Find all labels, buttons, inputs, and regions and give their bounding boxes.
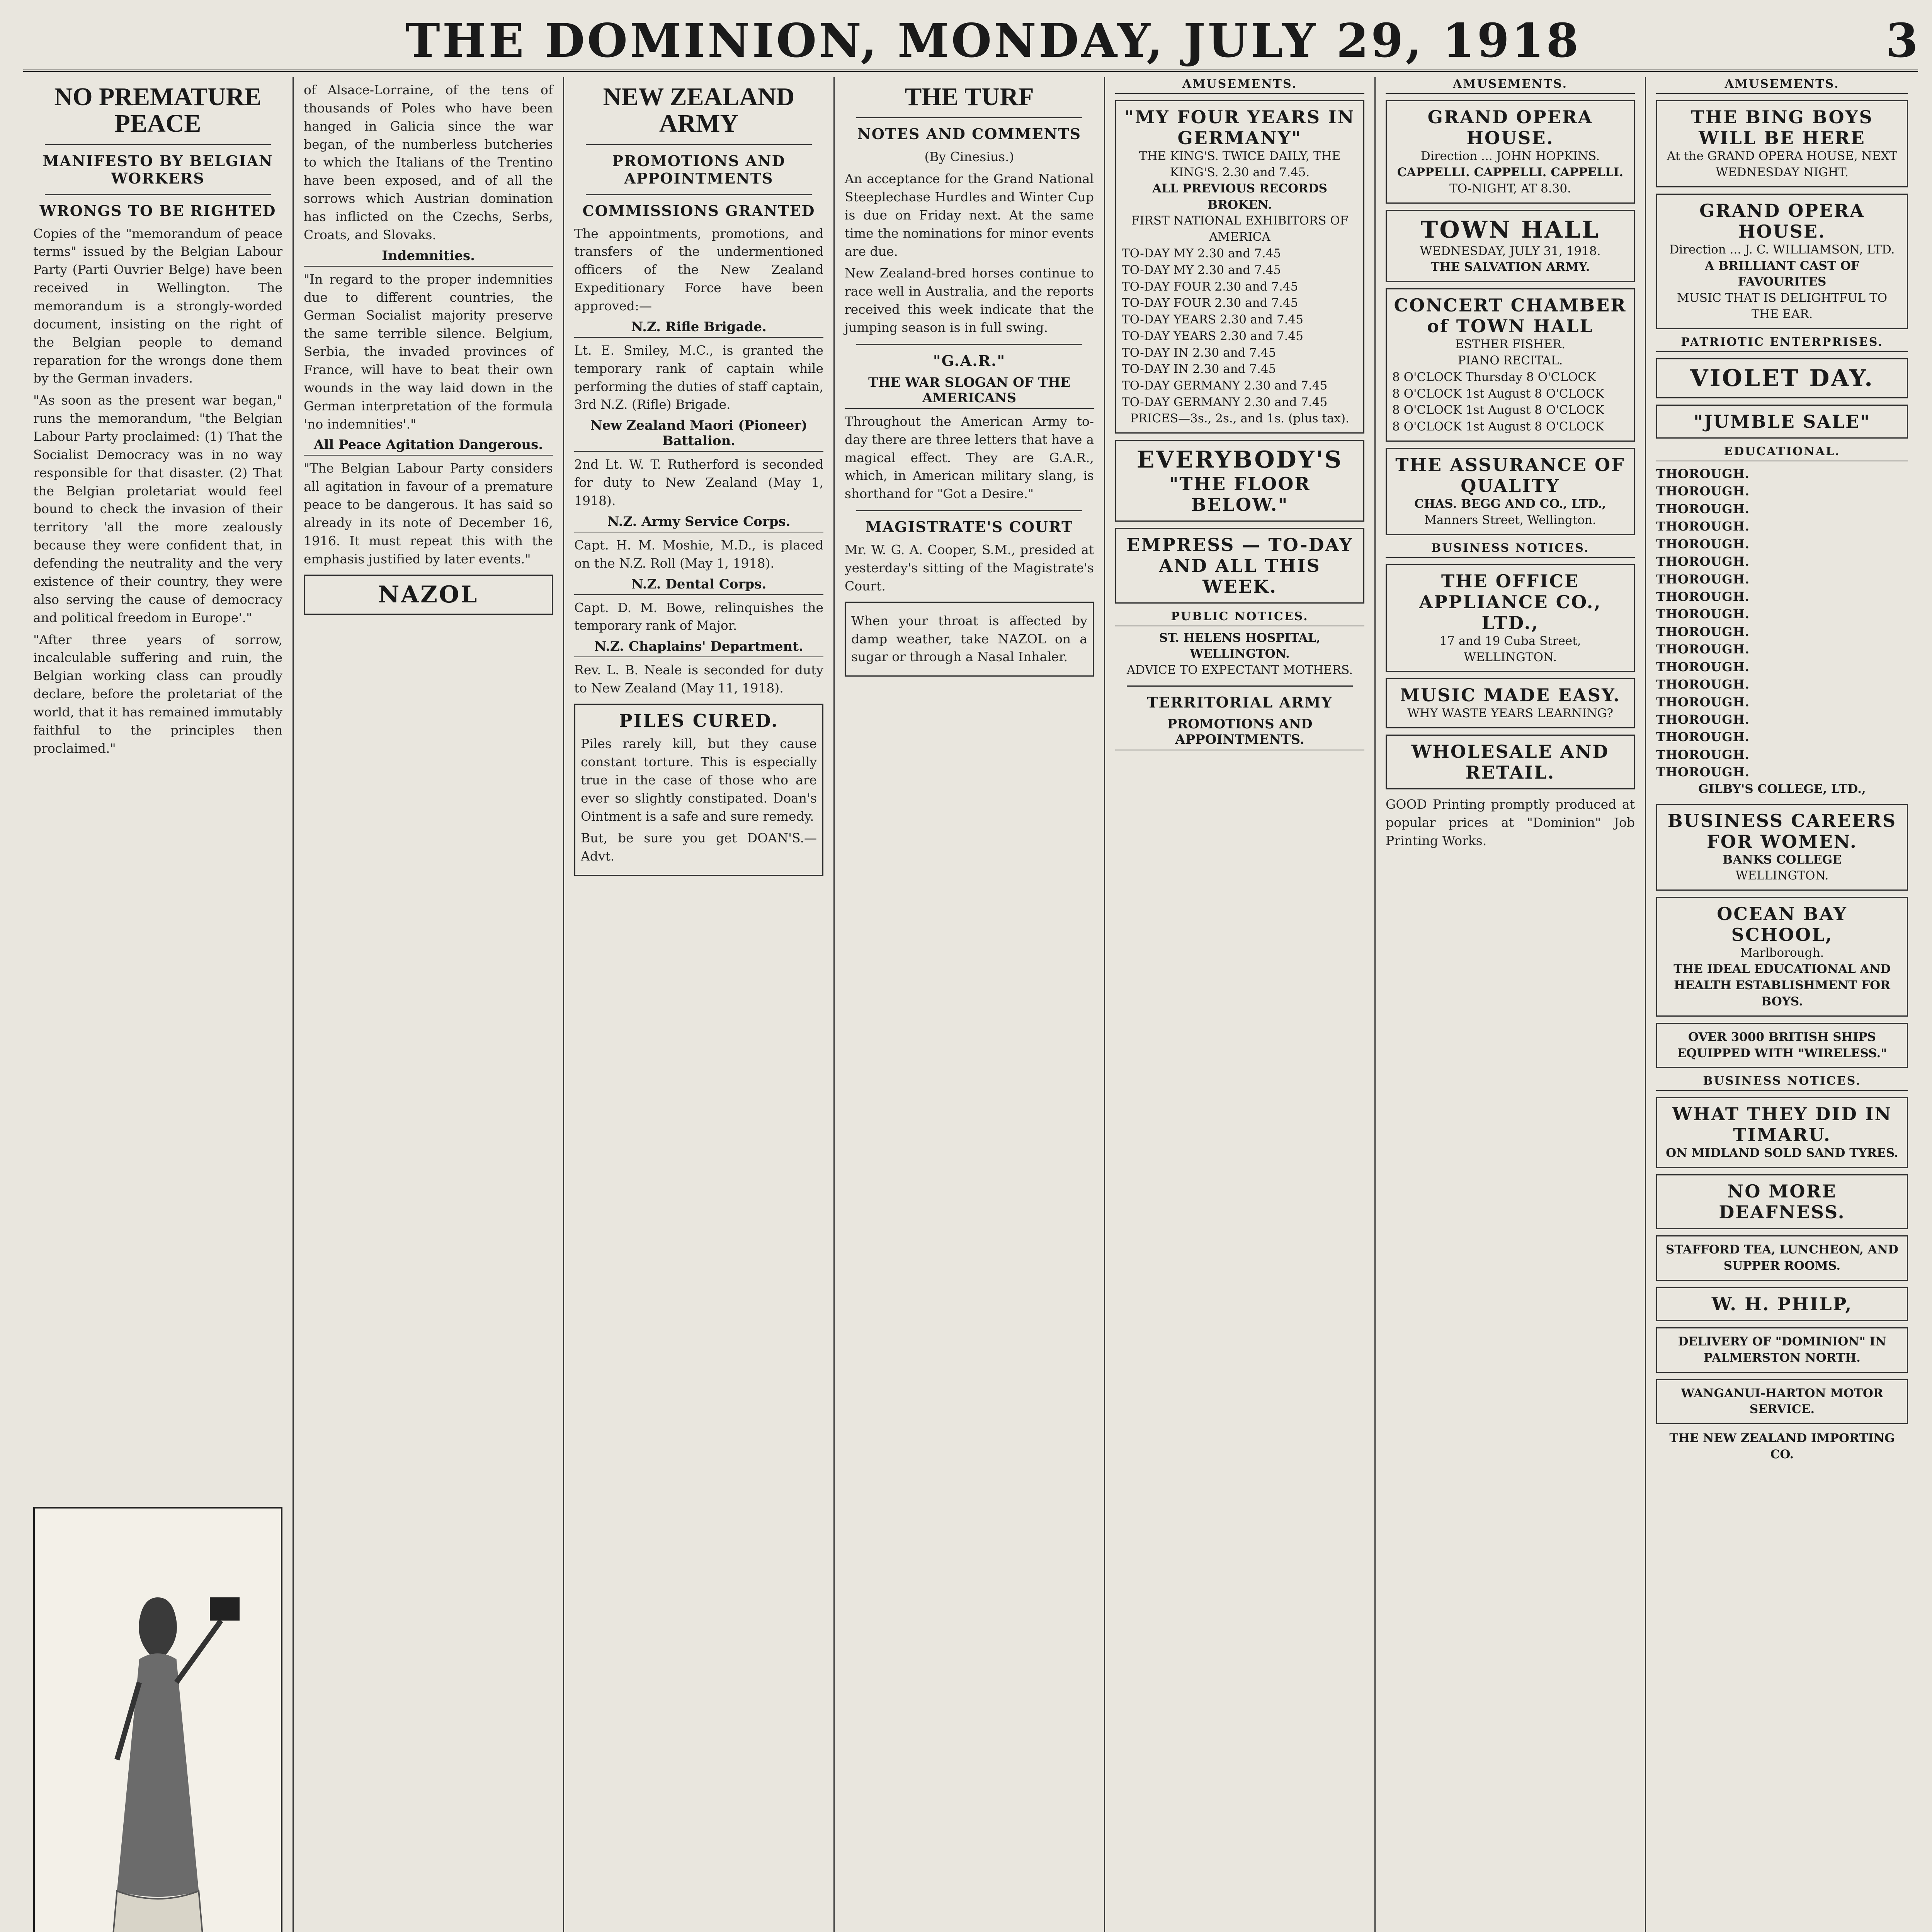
section-subhead: THE WAR SLOGAN OF THE AMERICANS: [845, 375, 1094, 409]
subheadline: MANIFESTO BY BELGIAN WORKERS: [43, 152, 273, 187]
listing-line: THOROUGH.: [1656, 607, 1750, 622]
article-paragraph: New Zealand-bred horses continue to race well in Australia, and the reports received this week indicate that the jumping season is in full swing.: [845, 265, 1094, 335]
section-subhead: Indemnities.: [304, 248, 553, 267]
wireless-advertisement: OVER 3000 BRITISH SHIPS EQUIPPED WITH "WIRELESS.": [1656, 1023, 1908, 1068]
article-paragraph: "In regard to the proper indemnities due to different countries, the German Socialist majority preserve the same terrible silence. Belgium, Serbia, the invaded provinces of France, will have to beat their own wounds in the way laid down in the German interpretation of the formula 'no indemnities'.": [304, 271, 553, 432]
violet-day-advertisement: VIOLET DAY.: [1656, 358, 1908, 398]
page-number: 3: [1886, 13, 1918, 68]
piano-recital-advertisement: CONCERT CHAMBER of TOWN HALL ESTHER FISHER. PIANO RECITAL. 8 O'CLOCK Thursday 8 O'CLOCK 8 O'CLOCK 1st August 8 O'CLOCK 8 O'CLOCK 1st August 8 O'CLOCK 8 O'CLOCK 1st August 8 O'CLOCK: [1386, 288, 1635, 442]
notice-subtitle: ADVICE TO EXPECTANT MOTHERS.: [1126, 663, 1353, 677]
listing-line: THOROUGH.: [1656, 730, 1750, 745]
section-label: EDUCATIONAL.: [1656, 445, 1908, 461]
schedule-row: TO-DAY FOUR 2.30 and 7.45: [1122, 279, 1298, 294]
schedule-row: TO-DAY MY 2.30 and 7.45: [1122, 247, 1281, 261]
music-advertisement: MUSIC MADE EASY. WHY WASTE YEARS LEARNING?: [1386, 678, 1635, 728]
town-hall-advertisement: TOWN HALL WEDNESDAY, JULY 31, 1918. THE SALVATION ARMY.: [1386, 210, 1635, 282]
section-label: PATRIOTIC ENTERPRISES.: [1656, 335, 1908, 352]
article-paragraph: 2nd Lt. W. T. Rutherford is seconded for duty to New Zealand (May 1, 1918).: [574, 457, 823, 509]
section-subhead: New Zealand Maori (Pioneer) Battalion.: [574, 418, 823, 452]
article-paragraph: The appointments, promotions, and transfers of the undermentioned officers of the New Zealand Expeditionary Force have been approved:—: [574, 226, 823, 314]
article-paragraph: Capt. D. M. Bowe, relinquishes the temporary rank of Major.: [574, 600, 823, 633]
listing-line: THOROUGH.: [1656, 642, 1750, 657]
subheadline: TERRITORIAL ARMY: [1147, 694, 1333, 711]
headline: THE TURF: [905, 83, 1034, 111]
schedule-row: TO-DAY IN 2.30 and 7.45: [1122, 362, 1276, 376]
column-1: [23, 77, 294, 1932]
schedule-row: TO-DAY FOUR 2.30 and 7.45: [1122, 296, 1298, 310]
article-paragraph: Mr. W. G. A. Cooper, S.M., presided at yesterday's sitting of the Magistrate's Court.: [845, 542, 1094, 594]
article-paragraph: "The Belgian Labour Party considers all agitation in favour of a premature peace to be dangerous. It has said so already in its note of December 16, 1916. It must repeat this with the emphasis justified by later events.": [304, 461, 553, 566]
subheadline: "G.A.R.": [933, 352, 1006, 369]
section-label: PUBLIC NOTICES.: [1115, 610, 1364, 626]
section-label: BUSINESS NOTICES.: [1386, 541, 1635, 558]
listing-line: THOROUGH.: [1656, 765, 1750, 780]
stafford-tea-rooms-advertisement: STAFFORD TEA, LUNCHEON, AND SUPPER ROOMS.: [1656, 1235, 1908, 1281]
article-paragraph: "As soon as the present war began," runs the memorandum, "the Belgian Labour Party proclaimed: (1) That the Socialist Democracy was in no way responsible for that disaster. (2) That the Belgian proletariat would feel bound to check the invasion of their territory 'all the more zealously because they were confident that, in defending the neutrality and the very existence of their country, they were also serving the cause of democracy and political freedom in Europe'.": [33, 393, 282, 625]
delivery-notice: DELIVERY OF "DOMINION" IN PALMERSTON NORTH.: [1656, 1327, 1908, 1373]
importing-company: THE NEW ZEALAND IMPORTING CO.: [1669, 1431, 1895, 1462]
opera-house-advertisement: GRAND OPERA HOUSE. Direction ... JOHN HOPKINS. CAPPELLI. CAPPELLI. CAPPELLI. TO-NIGHT, AT 8.30.: [1386, 100, 1635, 204]
notice-title: ST. HELENS HOSPITAL, WELLINGTON.: [1159, 631, 1321, 661]
banks-college-advertisement: BUSINESS CAREERS FOR WOMEN. BANKS COLLEGE WELLINGTON.: [1656, 804, 1908, 891]
newspaper-title: THE DOMINION, MONDAY, JULY 29, 1918: [405, 13, 1581, 68]
article-paragraph: of Alsace-Lorraine, of the tens of thousands of Poles who have been hanged in Galicia since the war began, of the numberless butcheries to which the Italians of the Trentino have been exposed, and of all the sorrows which Austrian domination has inflicted on the Czechs, Serbs, Croats, and Slovaks.: [304, 82, 553, 242]
subheadline: WRONGS TO BE RIGHTED: [39, 202, 276, 219]
column-7: [1646, 77, 1918, 1932]
recital-date-row: 8 O'CLOCK 1st August 8 O'CLOCK: [1392, 386, 1604, 401]
deafness-advertisement: NO MORE DEAFNESS.: [1656, 1174, 1908, 1229]
section-subhead: N.Z. Chaplains' Department.: [574, 639, 823, 657]
jumble-sale-advertisement: "JUMBLE SALE": [1656, 405, 1908, 439]
listing-line: THOROUGH.: [1656, 712, 1750, 727]
column-5: [1105, 77, 1376, 1932]
gilbys-college-listing: [1656, 465, 1908, 781]
screening-schedule: [1122, 245, 1358, 411]
schedule-row: TO-DAY MY 2.30 and 7.45: [1122, 263, 1281, 277]
section-subhead: N.Z. Rifle Brigade.: [574, 319, 823, 338]
headline: NO PREMATURE PEACE: [54, 83, 262, 138]
column-3: [564, 77, 835, 1932]
byline: (By Cinesius.): [924, 149, 1014, 165]
subheadline: NOTES AND COMMENTS: [857, 125, 1082, 143]
article-paragraph: Throughout the American Army to-day there are three letters that have a magical effect. They are G.A.R., which, in American military slang, is shorthand for "Got a Desire.": [845, 413, 1094, 502]
kodak-advertisement: [33, 1507, 282, 1932]
column-2: [294, 77, 564, 1932]
listing-line: THOROUGH.: [1656, 694, 1750, 709]
article-paragraph: Capt. H. M. Moshie, M.D., is placed on the N.Z. Roll (May 1, 1918).: [574, 537, 823, 571]
headline: NEW ZEALAND ARMY: [603, 83, 795, 138]
nazol-advertisement: NAZOL: [304, 575, 553, 615]
wanganui-motor-advertisement: WANGANUI-HARTON MOTOR SERVICE.: [1656, 1379, 1908, 1425]
listing-line: THOROUGH.: [1656, 677, 1750, 692]
masthead: [23, 12, 1918, 72]
listing-line: THOROUGH.: [1656, 501, 1750, 516]
column-4: [835, 77, 1105, 1932]
nazol-advertisement: When your throat is affected by damp weather, take NAZOL on a sugar or through a Nasal Inhaler.: [845, 602, 1094, 677]
listing-line: THOROUGH.: [1656, 554, 1750, 569]
recital-date-row: 8 O'CLOCK 1st August 8 O'CLOCK: [1392, 403, 1604, 417]
subheadline: COMMISSIONS GRANTED: [582, 202, 815, 219]
section-subhead: N.Z. Dental Corps.: [574, 577, 823, 595]
column-6: [1376, 77, 1646, 1932]
schedule-row: TO-DAY GERMANY 2.30 and 7.45: [1122, 379, 1328, 393]
begg-advertisement: THE ASSURANCE OF QUALITY CHAS. BEGG AND CO., LTD., Manners Street, Wellington.: [1386, 448, 1635, 535]
subheadline: MAGISTRATE'S COURT: [865, 518, 1073, 536]
section-label: AMUSEMENTS.: [1656, 77, 1908, 94]
article-paragraph: Rev. L. B. Neale is seconded for duty to New Zealand (May 11, 1918).: [574, 662, 823, 696]
recital-date-row: 8 O'CLOCK Thursday 8 O'CLOCK: [1392, 370, 1596, 384]
piles-advertisement: PILES CURED. Piles rarely kill, but they cause constant torture. This is especially true in the case of those who are ever so slightly constipated. Doan's Ointment is a safe and sure remedy. But, be sure you get DOAN'S.—Advt.: [574, 704, 823, 876]
college-name: GILBY'S COLLEGE, LTD.,: [1698, 782, 1866, 796]
article-paragraph: Copies of the "memorandum of peace terms" issued by the Belgian Labour Party (Parti Ouvrier Belge) have been received in Wellington. The memorandum is a strongly-worded document, insisting on the right of the Belgian people to demand reparation for the wrongs done them by the German invaders.: [33, 226, 282, 386]
listing-line: THOROUGH.: [1656, 536, 1750, 551]
ocean-bay-school-advertisement: OCEAN BAY SCHOOL, Marlborough. THE IDEAL EDUCATIONAL AND HEALTH ESTABLISHMENT FOR BOYS.: [1656, 897, 1908, 1016]
recital-dates: [1392, 369, 1628, 435]
section-label: AMUSEMENTS.: [1115, 77, 1364, 94]
printing-notice: GOOD Printing promptly produced at popular prices at "Dominion" Job Printing Works.: [1386, 797, 1635, 848]
listing-line: THOROUGH.: [1656, 519, 1750, 534]
section-label: AMUSEMENTS.: [1386, 77, 1635, 94]
schedule-row: TO-DAY IN 2.30 and 7.45: [1122, 345, 1276, 360]
subheadline: PROMOTIONS AND APPOINTMENTS: [612, 152, 786, 187]
article-paragraph: An acceptance for the Grand National Steeplechase Hurdles and Winter Cup is due on Friday next. At the same time the nominations for minor events are due.: [845, 171, 1094, 259]
philp-advertisement: W. H. PHILP,: [1656, 1287, 1908, 1321]
section-subhead: N.Z. Army Service Corps.: [574, 514, 823, 532]
article-paragraph: "After three years of sorrow, incalculable suffering and ruin, the Belgian working class can proudly declare, before the proletariat of the world, that it has remained immutably faithful to the principles then proclaimed.": [33, 632, 282, 756]
page-columns: [23, 77, 1918, 1932]
schedule-row: TO-DAY YEARS 2.30 and 7.45: [1122, 329, 1303, 343]
wholesale-advertisement: WHOLESALE AND RETAIL.: [1386, 735, 1635, 789]
grand-opera-advertisement: GRAND OPERA HOUSE. Direction ... J. C. WILLIAMSON, LTD. A BRILLIANT CAST OF FAVOURITES MUSIC THAT IS DELIGHTFUL TO THE EAR.: [1656, 194, 1908, 329]
everybodys-advertisement: EVERYBODY'S "THE FLOOR BELOW.": [1115, 440, 1364, 522]
listing-line: THOROUGH.: [1656, 659, 1750, 674]
film-advertisement: "MY FOUR YEARS IN GERMANY" THE KING'S. TWICE DAILY, THE KING'S. 2.30 and 7.45. ALL PREVIOUS RECORDS BROKEN. FIRST NATIONAL EXHIBITORS OF AMERICA TO-DAY MY 2.30 and 7.45 TO-DAY MY 2.30 and 7.45 TO-DAY FOUR 2.30 and 7.45 TO-DAY FOUR 2.30 and 7.45 TO-DAY YEARS 2.30 and 7.45 TO-DAY YEARS 2.30 and 7.45 TO-DAY IN 2.30 and 7.45 TO-DAY IN 2.30 and 7.45 TO-DAY GERMANY 2.30 and 7.45 TO-DAY GERMANY 2.30 and 7.45 PRICES—3s., 2s., and 1s. (plus tax).: [1115, 100, 1364, 434]
section-subhead: PROMOTIONS AND APPOINTMENTS.: [1115, 716, 1364, 750]
listing-line: THOROUGH.: [1656, 484, 1750, 499]
listing-line: THOROUGH.: [1656, 589, 1750, 604]
listing-line: THOROUGH.: [1656, 571, 1750, 587]
tyres-advertisement: WHAT THEY DID IN TIMARU. ON MIDLAND SOLD SAND TYRES.: [1656, 1097, 1908, 1168]
listing-line: THOROUGH.: [1656, 466, 1750, 481]
schedule-row: TO-DAY YEARS 2.30 and 7.45: [1122, 313, 1303, 327]
listing-line: THOROUGH.: [1656, 624, 1750, 639]
recital-date-row: 8 O'CLOCK 1st August 8 O'CLOCK: [1392, 420, 1604, 434]
bing-boys-advertisement: THE BING BOYS WILL BE HERE At the GRAND OPERA HOUSE, NEXT WEDNESDAY NIGHT.: [1656, 100, 1908, 187]
empress-advertisement: EMPRESS — TO-DAY AND ALL THIS WEEK.: [1115, 528, 1364, 604]
woman-with-camera-illustration: [46, 1520, 269, 1932]
article-paragraph: Lt. E. Smiley, M.C., is granted the temporary rank of captain while performing the duties of staff captain, 3rd N.Z. (Rifle) Brigade.: [574, 342, 823, 412]
section-label: BUSINESS NOTICES.: [1656, 1074, 1908, 1091]
section-subhead: All Peace Agitation Dangerous.: [304, 437, 553, 456]
office-appliance-advertisement: THE OFFICE APPLIANCE CO., LTD., 17 and 19 Cuba Street, WELLINGTON.: [1386, 564, 1635, 672]
listing-line: THOROUGH.: [1656, 747, 1750, 762]
schedule-row: TO-DAY GERMANY 2.30 and 7.45: [1122, 395, 1328, 409]
